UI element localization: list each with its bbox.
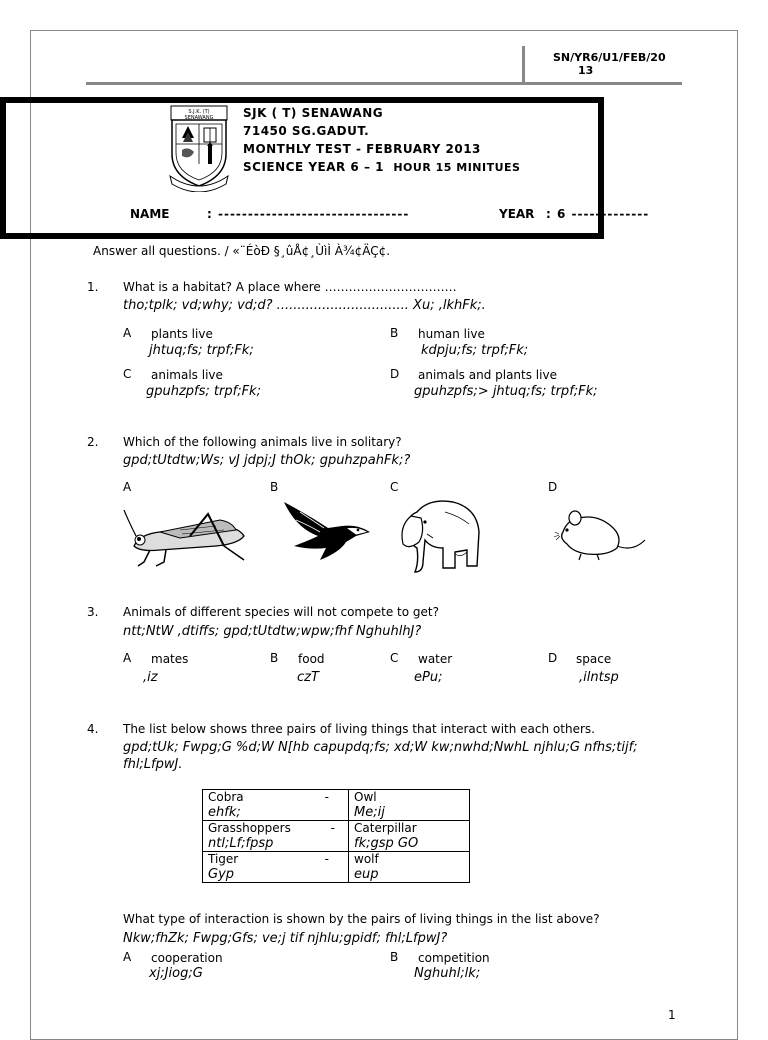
table-cell-right	[349, 821, 470, 852]
q4-option-b-label: B	[390, 950, 399, 964]
pairs-table	[202, 789, 470, 883]
year-field[interactable]: : 6 -------------	[546, 207, 650, 221]
year-label: YEAR	[499, 207, 535, 221]
q3-option-a-label: A	[123, 651, 132, 665]
q3-tamil: ntt;NtW ,dtiffs; gpd;tUtdtw;wpw;fhf NghuhlhJ?	[123, 624, 422, 639]
mouse-image	[553, 504, 648, 566]
q4-option-b-tamil: Nghuhl;lk;	[414, 966, 481, 981]
svg-text:S.J.K. (T): S.J.K. (T)	[188, 109, 210, 115]
q3-option-b-label: B	[270, 651, 279, 665]
right-ta: fk;gsp GO	[354, 836, 419, 851]
dash: -	[324, 790, 329, 804]
table-row	[203, 790, 470, 821]
q4-number: 4.	[87, 722, 99, 736]
table-cell-left	[203, 852, 349, 883]
q4-option-a-tamil: xj;Jiog;G	[149, 966, 203, 981]
table-cell-right	[349, 790, 470, 821]
subject: SCIENCE YEAR 6 – 1	[243, 160, 384, 174]
q1-number: 1.	[87, 280, 99, 294]
elephant-image	[395, 492, 483, 576]
q1-option-d-label: D	[390, 367, 400, 381]
left-en: Cobra	[208, 790, 244, 804]
table-cell-left	[203, 821, 349, 852]
table-cell-right	[349, 852, 470, 883]
left-en: Tiger	[208, 852, 239, 866]
school-name: SJK ( T) SENAWANG	[243, 106, 384, 120]
school-info	[243, 104, 520, 177]
q1-option-b-tamil: kdpju;fs; trpf;Fk;	[421, 343, 529, 358]
left-en: Grasshoppers	[208, 821, 291, 835]
q1-option-c-tamil: gpuhzpfs; trpf;Fk;	[146, 384, 261, 399]
code-divider	[522, 46, 525, 82]
q2-option-b-label: B	[270, 480, 279, 494]
name-field[interactable]: : --------------------------------	[207, 207, 410, 221]
svg-text:SENAWANG: SENAWANG	[184, 115, 214, 121]
q2-option-d-label: D	[548, 480, 558, 494]
name-label: NAME	[130, 207, 170, 221]
subject-line	[243, 158, 520, 177]
header-rule	[86, 82, 682, 85]
q3-option-a-tamil: ,iz	[143, 670, 158, 685]
table-cell-left	[203, 790, 349, 821]
q4-option-b: competition	[418, 951, 490, 965]
grasshopper-image	[120, 506, 250, 570]
right-ta: eup	[354, 867, 379, 882]
instruction: Answer all questions. / «¨ÉòÐ §¸ûÅ¢¸ÙìÌ À¾¢ÄÇ¢.	[93, 244, 391, 258]
dash: -	[330, 821, 335, 835]
paper-code-line2: 13	[578, 64, 594, 77]
q3-option-b: food	[298, 652, 325, 666]
school-address: 71450 SG.GADUT.	[243, 124, 370, 138]
left-ta: Gyp	[208, 867, 235, 882]
q1-option-b: human live	[418, 327, 485, 341]
q4-text: The list below shows three pairs of living things that interact with each others.	[123, 722, 595, 736]
q1-option-c-label: C	[123, 367, 132, 381]
paper-code-line1: SN/YR6/U1/FEB/20	[553, 51, 666, 64]
q2-tamil: gpd;tUtdtw;Ws; vJ jdpj;J thOk; gpuhzpahFk;?	[123, 453, 411, 468]
q4-option-a-label: A	[123, 950, 132, 964]
q4-option-a: cooperation	[151, 951, 223, 965]
eagle-image	[280, 498, 375, 566]
q3-text: Animals of different species will not compete to get?	[123, 605, 439, 619]
q2-text: Which of the following animals live in solitary?	[123, 435, 402, 449]
q3-option-c: water	[418, 652, 453, 666]
q1-option-b-label: B	[390, 326, 399, 340]
q3-option-c-tamil: ePu;	[414, 670, 443, 685]
q3-option-a: mates	[151, 652, 189, 666]
q2-number: 2.	[87, 435, 99, 449]
duration: HOUR 15 MINITUES	[393, 161, 521, 174]
q4-tamil-line2: fhl;LfpwJ.	[123, 757, 183, 772]
right-en: Owl	[354, 790, 377, 804]
q1-tamil: tho;tplk; vd;why; vd;d? ................................ Xu; ,lkhFk;.	[123, 298, 486, 313]
left-ta: ehfk;	[208, 805, 241, 820]
q2-option-c-label: C	[390, 480, 399, 494]
q1-option-d-tamil: gpuhzpfs;> jhtuq;fs; trpf;Fk;	[414, 384, 598, 399]
q3-option-d: space	[576, 652, 612, 666]
q3-number: 3.	[87, 605, 99, 619]
q3-option-d-label: D	[548, 651, 558, 665]
table-row	[203, 821, 470, 852]
right-en: wolf	[354, 852, 379, 866]
q1-option-a-label: A	[123, 326, 132, 340]
q2-option-a-label: A	[123, 480, 132, 494]
test-title: MONTHLY TEST - FEBRUARY 2013	[243, 142, 481, 156]
q3-option-d-tamil: ,ilntsp	[579, 670, 619, 685]
page-number: 1	[668, 1008, 676, 1022]
q1-option-c: animals live	[151, 368, 223, 382]
paper-code	[553, 51, 678, 77]
q4-tamil-line1: gpd;tUk; Fwpg;G %d;W N[hb capupdq;fs; xd;W kw;nwhd;NwhL njhlu;G nfhs;tijf;	[123, 740, 638, 755]
right-ta: Me;ij	[354, 805, 385, 820]
q4-question-tamil: Nkw;fhZk; Fwpg;Gfs; ve;j tif njhlu;gpidf; fhl;LfpwJ?	[123, 931, 448, 946]
school-crest-logo	[168, 104, 230, 192]
q1-option-a: plants live	[151, 327, 213, 341]
q1-text: What is a habitat? A place where ……………………………	[123, 280, 457, 294]
q1-option-d: animals and plants live	[418, 368, 557, 382]
q3-option-c-label: C	[390, 651, 399, 665]
left-ta: ntl;Lf;fpsp	[208, 836, 274, 851]
q3-option-b-tamil: czT	[297, 670, 319, 685]
right-en: Caterpillar	[354, 821, 417, 835]
q1-option-a-tamil: jhtuq;fs; trpf;Fk;	[149, 343, 254, 358]
table-row	[203, 852, 470, 883]
q4-question: What type of interaction is shown by the pairs of living things in the list above?	[123, 912, 600, 926]
dash: -	[324, 852, 329, 866]
